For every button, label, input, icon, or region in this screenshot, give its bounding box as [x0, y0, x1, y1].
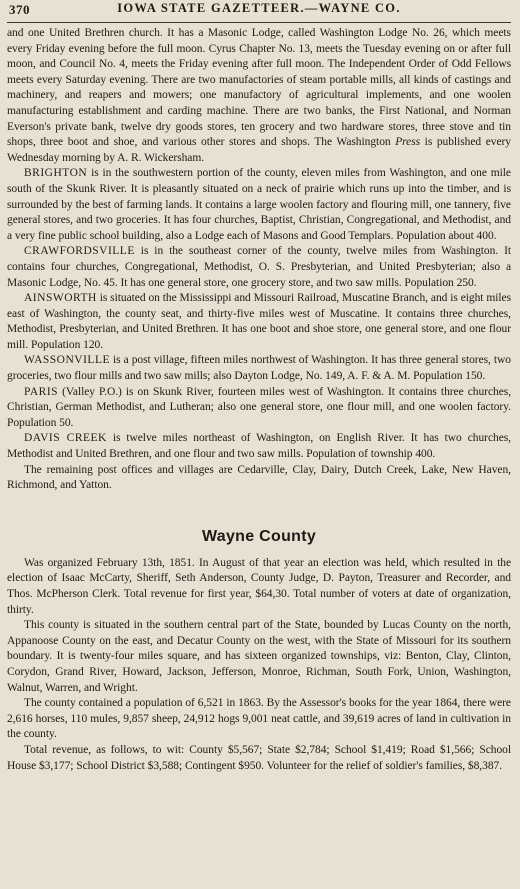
place-suffix: (Valley P.O.)	[62, 385, 122, 398]
place-text: is in the southwestern portion of the county, eleven miles from Washington, and one mile south of the Skunk River. It is pleasantly situated on a neck of prairie which runs up into the timber, and is surrounded by the best of farming lands. It contains a large woolen factory and flouring mill, one tannery, five general stores, and two groceries. It has four churches, Baptist, Christian, Congregational, and Methodist, and a very fine public school building, also a Lodge each of Masons and Good Templars. Population about 400.	[7, 167, 511, 242]
running-head: IOWA STATE GAZETTEER.—WAYNE CO.	[117, 1, 401, 15]
wayne-situation: This county is situated in the southern central part of the State, bounded by Lucas County on the north, Appanoose County on the east, and Decatur County on the west, with the State of Missouri for its southern boundary. It is twenty-four miles square, and has sixteen organized townships, viz: Benton, Clay, Clinton, Corydon, Grand River, Howard, Jackson, Jefferson, Monroe, Richman, South Fork, Union, Washington, Walnut, Warren, and Wright.	[7, 619, 511, 694]
wayne-revenue: Total revenue, as follows, to wit: County $5,567; State $2,784; School $1,419; Road $1,566; School House $3,177; School District $3,588; Contingent $950. Volunteer for the relief of soldier's families, $8,387.	[7, 743, 511, 772]
wayne-organized: Was organized February 13th, 1851. In August of that year an election was held, which resulted in the election of Isaac McCarty, Sheriff, Seth Anderson, County Judge, D. Payton, Treasurer and Recorder, and Thos. McPherson Clerk. Total revenue for first year, $64,30. Total number of voters at date of organization, thirty.	[7, 556, 511, 616]
place-text: is on Skunk River, fourteen miles west of Washington. It contains three churches, Christian, German Methodist, and Lutheran; also one general store, one flour mill, and one woolen factory. Population 50.	[7, 385, 512, 429]
remaining-offices: The remaining post offices and villages are Cedarville, Clay, Dairy, Dutch Creek, Lake, New Haven, Richmond, and Yatton.	[7, 463, 511, 492]
place-name: BRIGHTON	[24, 167, 88, 180]
washington-paragraph	[7, 26, 511, 166]
press-title: Press	[395, 136, 421, 149]
page-header	[7, 0, 511, 26]
place-entry-davis-creek	[7, 431, 511, 462]
section-heading: Wayne County	[201, 527, 317, 545]
place-text: is a post village, fifteen miles northwest of Washington. It has three general stores, two groceries, two flour mills and two saw mills; also Dayton Lodge, No. 149, A. F. & A. M. Population 150.	[7, 354, 512, 383]
place-entry-crawfordsville	[7, 244, 511, 291]
place-entry-paris	[7, 385, 511, 432]
place-text: is twelve miles northeast of Washington, on English River. It has two churches, Methodist and United Brethren, and one flour and two saw mills. Population of township 400.	[7, 432, 512, 461]
place-name: PARIS	[24, 385, 59, 398]
place-entry-ainsworth	[7, 291, 511, 353]
place-entry-brighton	[7, 166, 511, 244]
header-rule	[7, 22, 511, 23]
place-name: WASSONVILLE	[24, 354, 110, 367]
place-text: is situated on the Mississippi and Missouri Railroad, Muscatine Branch, and is eight miles east of Washington, the county seat, and thirty-five miles west of Muscatine. It contains three churches, Methodist, Presbyterian, and United Brethren. It has one boot and shoe store, one general store, and one flour mill. Population 120.	[7, 292, 512, 351]
place-name: CRAWFORDSVILLE	[24, 245, 135, 258]
place-name: DAVIS CREEK	[24, 432, 107, 445]
washington-text: and one United Brethren church. It has a Masonic Lodge, called Washington Lodge No. 26, which meets every Friday evening before the full moon. Cyrus Chapter No. 13, meets the Tuesday evening on or after full moon, and Council No. 4, meets the Friday evening after full moon. The Independent Order of Odd Fellows meets every Saturday evening. There are two manufactories of steam portable mills, all kinds of castings and machinery, and reapers and mowers; one manufactory of agricultural implements, and one woolen manufacturing establishment and carding machine. There are two banks, the First National, and Norman Everson's private bank, twelve dry goods stores, ten grocery and two hardware stores, three stove and tin shops, three boot and shoe, and various other stores and shops. The Washington	[7, 27, 511, 149]
page-number: 370	[9, 2, 30, 17]
place-name: AINSWORTH	[24, 292, 97, 305]
wayne-population: The county contained a population of 6,521 in 1863. By the Assessor's books for the year 1864, there were 2,616 horses, 110 mules, 9,857 sheep, 24,912 hogs 9,001 neat cattle, and 39,619 acres of land in cultivation in the county.	[7, 697, 511, 741]
place-entry-wassonville	[7, 353, 511, 384]
washington-text-end: is published every Wednesday morning by A. R. Wickersham.	[7, 136, 511, 164]
place-text: is in the southeast corner of the county, twelve miles from Washington. It contains four churches, Congregational, Methodist, O. S. Presbyterian, and United Presbyterian; also a Masonic Lodge, No. 45. It has one general store, one grocery store, and two saw mills. Population 250.	[7, 245, 511, 289]
